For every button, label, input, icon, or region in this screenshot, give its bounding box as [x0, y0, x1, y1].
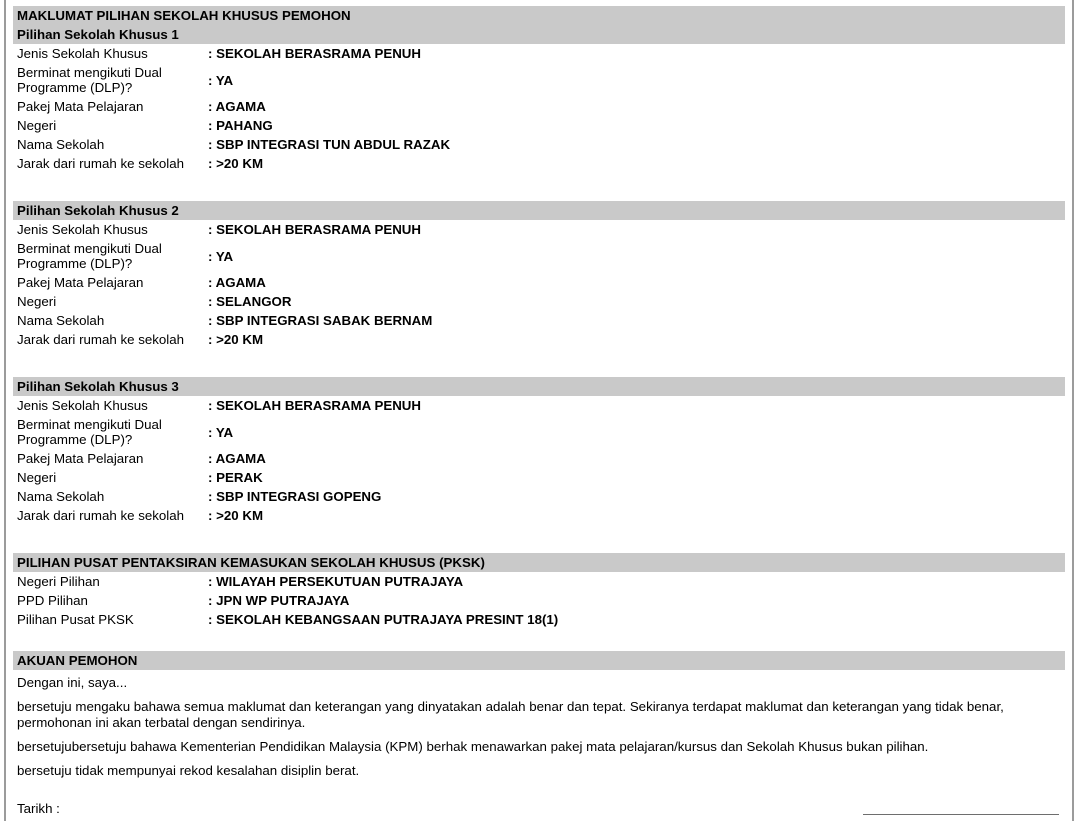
- field-label: Pakej Mata Pelajaran: [17, 275, 144, 290]
- field-label: Jarak dari rumah ke sekolah: [17, 508, 185, 523]
- field-label: Jenis Sekolah Khusus: [17, 398, 148, 413]
- signature-line: [863, 814, 1059, 815]
- section-header-akuan: AKUAN PEMOHON: [13, 651, 1065, 670]
- field-label: Negeri: [17, 470, 57, 485]
- table-row: [13, 311, 1065, 330]
- table-row: [13, 610, 1065, 629]
- field-value: : SEKOLAH BERASRAMA PENUH: [208, 398, 422, 413]
- field-label: Jarak dari rumah ke sekolah: [17, 156, 185, 171]
- field-value: : AGAMA: [208, 99, 266, 114]
- table-row: [13, 396, 1065, 415]
- field-label: Jenis Sekolah Khusus: [17, 222, 148, 237]
- field-value: : JPN WP PUTRAJAYA: [208, 593, 350, 608]
- section-header-pilihan-1: Pilihan Sekolah Khusus 1: [13, 25, 1065, 44]
- table-row: [13, 330, 1065, 349]
- document-page: [4, 0, 1074, 821]
- field-label: Nama Sekolah: [17, 137, 105, 152]
- field-label: Jenis Sekolah Khusus: [17, 46, 148, 61]
- field-label: Negeri: [17, 294, 57, 309]
- field-label: Berminat mengikuti Dual Programme (DLP)?: [17, 241, 162, 271]
- section-pilihan-3: [13, 377, 1065, 525]
- section-header-pksk: PILIHAN PUSAT PENTAKSIRAN KEMASUKAN SEKOLAH KHUSUS (PKSK): [13, 553, 1065, 572]
- table-row: [13, 44, 1065, 63]
- table-row: [13, 591, 1065, 610]
- section-rows: [13, 220, 1065, 349]
- table-row: [13, 273, 1065, 292]
- section-rows: [13, 44, 1065, 173]
- akuan-statement: bersetuju mengaku bahawa semua maklumat dan keterangan yang dinyatakan adalah benar dan tepat. Sekiranya terdapat maklumat dan keterangan yang tidak benar, permohonan ini akan terbatal dengan sendirinya.: [17, 699, 1004, 730]
- field-value: : SEKOLAH BERASRAMA PENUH: [208, 46, 422, 61]
- field-value: : >20 KM: [208, 332, 264, 347]
- table-row: [13, 97, 1065, 116]
- field-value: : PAHANG: [208, 118, 273, 133]
- akuan-body: [13, 673, 1065, 779]
- field-value: : SEKOLAH KEBANGSAAN PUTRAJAYA PRESINT 18(1): [208, 612, 559, 627]
- table-row: [13, 220, 1065, 239]
- field-value: : AGAMA: [208, 451, 266, 466]
- field-value: : >20 KM: [208, 508, 264, 523]
- table-row: [13, 487, 1065, 506]
- akuan-intro: Dengan ini, saya...: [17, 675, 128, 690]
- table-row: [13, 116, 1065, 135]
- field-value: : SBP INTEGRASI GOPENG: [208, 489, 382, 504]
- field-label: Negeri Pilihan: [17, 574, 100, 589]
- field-label: Berminat mengikuti Dual Programme (DLP)?: [17, 65, 162, 95]
- field-label: Nama Sekolah: [17, 313, 105, 328]
- table-row: [13, 415, 1065, 449]
- section-pilihan-2: [13, 201, 1065, 349]
- date-signature-row: [13, 801, 1065, 821]
- field-label: PPD Pilihan: [17, 593, 88, 608]
- field-value: : SELANGOR: [208, 294, 292, 309]
- field-label: Pakej Mata Pelajaran: [17, 451, 144, 466]
- table-row: [13, 63, 1065, 97]
- table-row: [13, 292, 1065, 311]
- akuan-statement: bersetuju tidak mempunyai rekod kesalahan disiplin berat.: [17, 763, 360, 778]
- table-row: [13, 135, 1065, 154]
- table-row: [13, 468, 1065, 487]
- field-label: Negeri: [17, 118, 57, 133]
- field-value: : YA: [208, 424, 234, 440]
- table-row: [13, 154, 1065, 173]
- field-value: : SEKOLAH BERASRAMA PENUH: [208, 222, 422, 237]
- table-row: [13, 506, 1065, 525]
- section-rows: [13, 572, 1065, 629]
- field-value: : SBP INTEGRASI TUN ABDUL RAZAK: [208, 137, 451, 152]
- section-akuan: [13, 651, 1065, 821]
- section-pilihan-1: [13, 6, 1065, 173]
- section-header-pilihan-3: Pilihan Sekolah Khusus 3: [13, 377, 1065, 396]
- field-value: : PERAK: [208, 470, 263, 485]
- field-value: : >20 KM: [208, 156, 264, 171]
- field-label: Pakej Mata Pelajaran: [17, 99, 144, 114]
- field-label: Pilihan Pusat PKSK: [17, 612, 134, 627]
- table-row: [13, 572, 1065, 591]
- field-value: : YA: [208, 248, 234, 264]
- section-header-pilihan-2: Pilihan Sekolah Khusus 2: [13, 201, 1065, 220]
- table-row: [13, 449, 1065, 468]
- field-value: : SBP INTEGRASI SABAK BERNAM: [208, 313, 433, 328]
- section-rows: [13, 396, 1065, 525]
- field-value: : AGAMA: [208, 275, 266, 290]
- date-label: Tarikh :: [17, 801, 60, 816]
- field-label: Nama Sekolah: [17, 489, 105, 504]
- section-pksk: [13, 553, 1065, 629]
- page-title: MAKLUMAT PILIHAN SEKOLAH KHUSUS PEMOHON: [13, 6, 1065, 25]
- field-value: : WILAYAH PERSEKUTUAN PUTRAJAYA: [208, 574, 464, 589]
- table-row: [13, 239, 1065, 273]
- field-label: Berminat mengikuti Dual Programme (DLP)?: [17, 417, 162, 447]
- field-value: : YA: [208, 72, 234, 88]
- field-label: Jarak dari rumah ke sekolah: [17, 332, 185, 347]
- akuan-statement: bersetujubersetuju bahawa Kementerian Pendidikan Malaysia (KPM) berhak menawarkan pakej mata pelajaran/kursus dan Sekolah Khusus bukan pilihan.: [17, 739, 929, 754]
